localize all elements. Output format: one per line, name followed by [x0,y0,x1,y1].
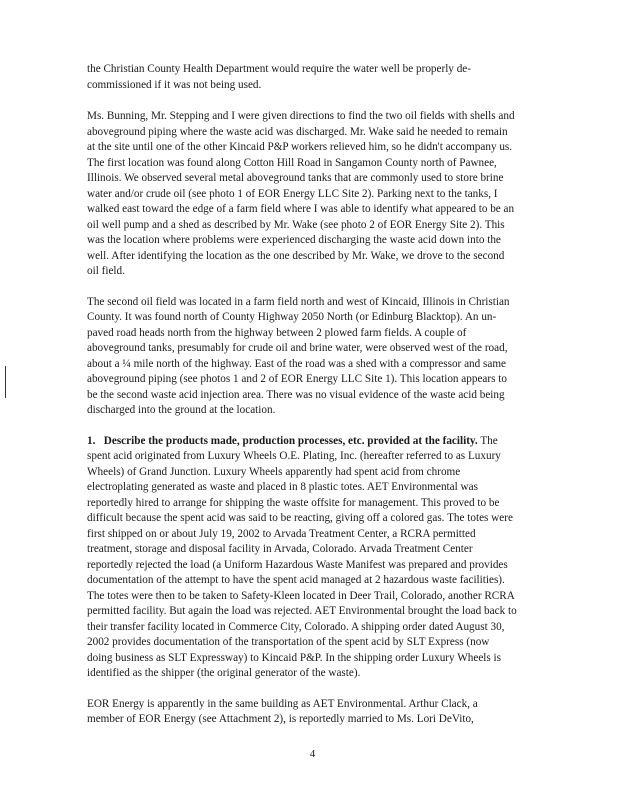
paragraph-eor-energy: EOR Energy is apparently in the same building as AET Environmental. Arthur Clack, a member of EOR Energy (see Attachment 2), is reportedly married to Ms. Lori DeVito, [87,697,478,725]
section-1 [87,434,517,682]
paragraph-second-oil-field: The second oil field was located in a farm field north and west of Kincaid, Illinois in Christian County. It was found north of County Highway 2050 North (or Edinburg Blacktop). An un-paved road heads north from the highway between 2 plowed farm fields. A couple of aboveground tanks, presumably for crude oil and brine water, were observed west of the road, about a ¼ mile north of the highway. East of the road was a shed with a compressor and same aboveground piping (see photos 1 and 2 of EOR Energy LLC Site 1). This location appears to be the second waste acid injection area. There was no visual evidence of the waste acid being discharged into the ground at the location. [87,295,510,416]
document-page [87,62,517,743]
paragraph-health-department: the Christian County Health Department would require the water well be properly de-commissioned if it was not being used. [87,63,471,91]
paragraph-first-oil-field: Ms. Bunning, Mr. Stepping and I were given directions to find the two oil fields with shells and aboveground piping where the waste acid was discharged. Mr. Wake said he needed to remain at the site until one of the other Kincaid P&P workers relieved him, so he didn't accompany us. The first location was found along Cotton Hill Road in Sangamon County north of Pawnee, Illinois. We observed several metal aboveground tanks that are commonly used to store brine water and/or crude oil (see photo 1 of EOR Energy LLC Site 2). Parking next to the tanks, I walked east toward the edge of a farm field where I was able to identify what appeared to be an oil well pump and a shed as described by Mr. Wake (see photo 2 of EOR Energy Site 2). This was the location where problems were experienced discharging the waste acid down into the well. After identifying the location as the one described by Mr. Wake, we drove to the second oil field. [87,110,515,277]
section-number: 1. [87,434,96,447]
margin-mark [5,366,6,398]
section-body: The spent acid originated from Luxury Wheels O.E. Plating, Inc. (hereafter referred to as Luxury Wheels) of Grand Junction. Luxury Wheels apparently had spent acid from chrome electroplating generated as waste and placed in 8 plastic totes. AET Environmental was reportedly hired to arrange for shipping the waste offsite for management. This proved to be difficult because the spent acid was said to be reacting, giving off a colored gas. The totes were first shipped on or about July 19, 2002 to Arvada Treatment Center, a RCRA permitted treatment, storage and disposal facility in Arvada, Colorado. Arvada Treatment Center reportedly rejected the load (a Uniform Hazardous Waste Manifest was prepared and provides documentation of the attempt to have the spent acid managed at 2 hazardous waste facilities). The totes were then to be taken to Safety-Kleen located in Deer Trail, Colorado, another RCRA permitted facility. But again the load was rejected. AET Environmental brought the load back to their transfer facility located in Commerce City, Colorado. A shipping order dated August 30, 2002 provides documentation of the transportation of the spent acid by SLT Express (now doing business as SLT Expressway) to Kincaid P&P. In the shipping order Luxury Wheels is identified as the shipper (the original generator of the waste). [87,434,517,679]
section-heading: Describe the products made, production processes, etc. provided at the facility. [103,434,478,447]
page-number: 4 [309,748,316,760]
